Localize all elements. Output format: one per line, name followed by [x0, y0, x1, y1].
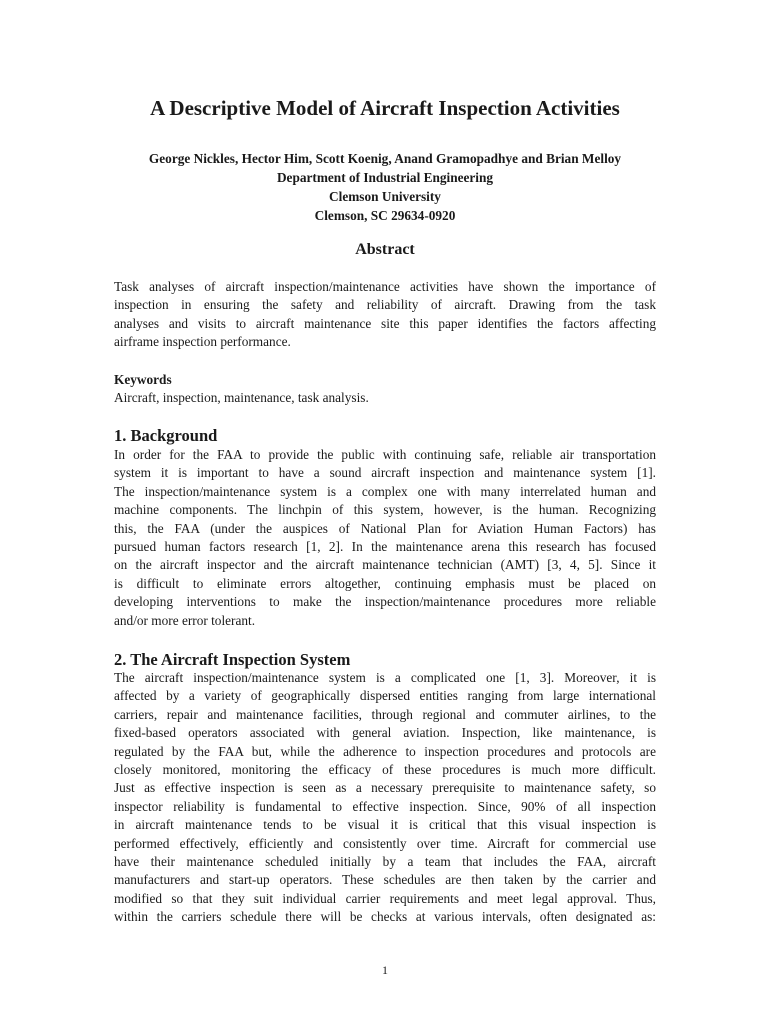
section-1-line: pursued human factors research [1, 2]. In the maintenance arena this research has focused — [114, 538, 656, 554]
section-2-line: manufacturers and start-up operators. These schedules are then taken by the carrier and — [114, 872, 656, 888]
section-1-line: and/or more error tolerant. — [114, 612, 256, 628]
section-2-line: carriers, repair and maintenance facilities, through regional and commuter airlines, to the — [114, 706, 656, 722]
section-2-line: have their maintenance scheduled initially by a team that includes the FAA, aircraft — [114, 853, 656, 869]
section-1-line: is difficult to eliminate errors altogether, continuing emphasis must be placed on — [114, 575, 656, 591]
keywords-heading: Keywords — [114, 372, 172, 387]
section-1-paragraph — [114, 446, 656, 630]
abstract-paragraph — [114, 278, 656, 352]
section-2-line: in aircraft maintenance tends to be visual it is critical that this visual inspection is — [114, 817, 656, 833]
author-university: Clemson University — [329, 189, 441, 204]
section-2-heading: 2. The Aircraft Inspection System — [114, 650, 351, 669]
abstract-line: inspection in ensuring the safety and reliability of aircraft. Drawing from the task — [114, 297, 656, 313]
section-2-line: modified so that they suit individual carrier requirements and meet legal approval. Thus, — [114, 890, 656, 906]
section-2-line: regulated by the FAA but, while the adherence to inspection procedures and protocols are — [114, 743, 656, 759]
section-1-line: system it is important to have a sound aircraft inspection and maintenance system [1]. — [114, 465, 656, 481]
section-2-line: within the carriers schedule there will be checks at various intervals, often designated as: — [114, 909, 656, 925]
abstract-line: analyses and visits to aircraft maintenance site this paper identifies the factors affecting — [114, 315, 656, 331]
section-2-paragraph — [114, 669, 656, 926]
author-address: Clemson, SC 29634-0920 — [314, 208, 456, 223]
author-department: Department of Industrial Engineering — [276, 170, 494, 185]
section-1-line: machine components. The linchpin of this system, however, is the human. Recognizing — [114, 502, 656, 518]
section-2-line: performed effectively, efficiently and consistently over time. Aircraft for commercial use — [114, 835, 656, 851]
paper-title: A Descriptive Model of Aircraft Inspection Activities — [150, 96, 620, 120]
section-1-heading: 1. Background — [114, 426, 218, 445]
page-number: 1 — [382, 963, 388, 977]
section-1-line: The inspection/maintenance system is a complex one with many interrelated human and — [114, 483, 656, 499]
section-2-line: inspector reliability is fundamental to effective inspection. Since, 90% of all inspection — [114, 798, 656, 814]
section-2-line: fixed-based operators associated with general aviation. Inspection, like maintenance, is — [114, 725, 656, 741]
abstract-line: Task analyses of aircraft inspection/maintenance activities have shown the importance of — [114, 279, 656, 294]
keywords-text: Aircraft, inspection, maintenance, task analysis. — [114, 390, 369, 405]
section-1-line: In order for the FAA to provide the public with continuing safe, reliable air transportation — [114, 447, 656, 462]
section-2-line: The aircraft inspection/maintenance system is a complicated one [1, 3]. Moreover, it is — [114, 670, 656, 685]
section-1-line: developing interventions to make the inspection/maintenance procedures more reliable — [114, 594, 656, 610]
section-2-line: affected by a variety of geographically dispersed entities ranging from large international — [114, 688, 656, 704]
author-names: George Nickles, Hector Him, Scott Koenig, Anand Gramopadhye and Brian Melloy — [148, 151, 622, 166]
abstract-heading: Abstract — [355, 241, 415, 258]
author-block — [114, 149, 656, 225]
abstract-line: airframe inspection performance. — [114, 334, 291, 350]
section-1-line: on the aircraft inspector and the aircraft maintenance technician (AMT) [3, 4, 5]. Since it — [114, 557, 656, 573]
section-2-line: Just as effective inspection is seen as a necessary prerequisite to maintenance safety, so — [114, 780, 656, 796]
section-1-line: this, the FAA (under the auspices of National Plan for Aviation Human Factors) has — [114, 520, 656, 536]
section-2-line: closely monitored, monitoring the efficacy of these procedures is much more difficult. — [114, 761, 656, 777]
